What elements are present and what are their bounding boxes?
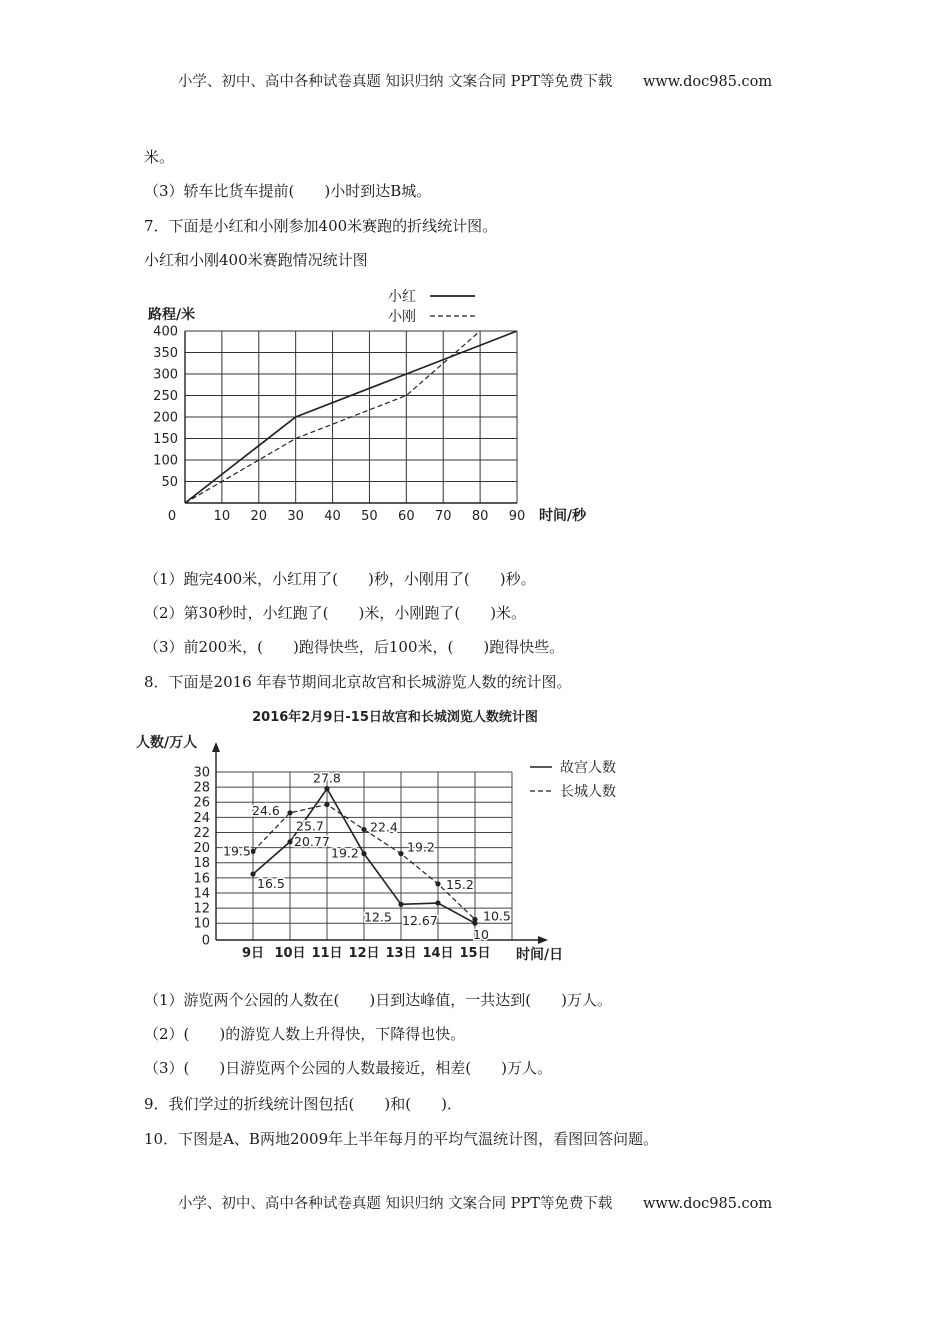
data-point — [361, 827, 366, 832]
y-tick-label: 30 — [193, 765, 210, 781]
data-point — [324, 802, 329, 807]
question-7-3: （3）前200米，( )跑得快些，后100米，( )跑得快些。 — [144, 638, 565, 656]
data-label: 10.5 — [483, 908, 511, 924]
x-tick-label: 11日 — [311, 946, 343, 961]
y-axis-label: 路程/米 — [148, 307, 196, 323]
data-point — [250, 871, 255, 876]
data-label: 19.2 — [407, 839, 435, 855]
y-tick-label: 0 — [201, 933, 210, 949]
footer-site[interactable]: www.doc985.com — [642, 1196, 773, 1212]
x-axis-arrow — [538, 936, 548, 944]
data-label: 19.2 — [331, 845, 359, 861]
x-tick-label: 30 — [287, 509, 304, 524]
x-tick-label: 40 — [324, 509, 341, 524]
x-tick-label: 15日 — [459, 946, 491, 961]
legend-label: 故宫人数 — [560, 760, 616, 776]
data-label: 24.6 — [252, 802, 280, 818]
x-axis-label: 时间/秒 — [539, 508, 587, 524]
data-point — [398, 902, 403, 907]
x-tick-label: 12日 — [348, 946, 380, 961]
race-line-chart — [130, 280, 630, 540]
chart-title: 2016年2月9日-15日故宫和长城浏览人数统计图 — [252, 710, 538, 725]
x-tick-label: 90 — [508, 509, 526, 524]
question-8-2: （2）( )的游览人数上升得快，下降得也快。 — [144, 1025, 466, 1043]
footer-text: 小学、初中、高中各种试卷真题 知识归纳 文案合同 PPT等免费下载 — [177, 1196, 613, 1212]
x-tick-label: 0 — [167, 509, 177, 524]
data-point — [435, 881, 440, 886]
y-tick-label: 50 — [161, 475, 178, 490]
data-point — [287, 810, 292, 815]
question-7: 7．下面是小红和小刚参加400米赛跑的折线统计图。 — [144, 217, 498, 235]
data-label: 10 — [473, 927, 489, 943]
data-point — [250, 849, 255, 854]
y-tick-label: 400 — [153, 324, 178, 340]
question-9: 9．我们学过的折线统计图包括( )和( )． — [144, 1095, 462, 1113]
y-tick-label: 26 — [193, 795, 210, 811]
y-tick-label: 10 — [193, 916, 210, 932]
data-point — [324, 786, 329, 791]
y-tick-label: 12 — [193, 901, 210, 917]
data-label: 19.5 — [223, 843, 251, 859]
data-point — [435, 900, 440, 905]
y-axis-label: 人数/万人 — [136, 735, 198, 751]
visitor-line-chart — [130, 700, 660, 975]
page-header — [0, 70, 950, 91]
question-10: 10．下图是A、B两地2009年上半年每月的平均气温统计图，看图回答问题。 — [144, 1130, 659, 1148]
data-label: 12.5 — [364, 909, 392, 925]
header-text: 小学、初中、高中各种试卷真题 知识归纳 文案合同 PPT等免费下载 — [177, 74, 613, 90]
data-label: 12.67 — [402, 913, 438, 929]
x-tick-label: 70 — [434, 509, 452, 524]
question-8-1: （1）游览两个公园的人数在( )日到达峰值，一共达到( )万人。 — [144, 991, 612, 1009]
x-tick-label: 10 — [213, 509, 231, 524]
data-point — [361, 851, 366, 856]
question-8: 8．下面是2016 年春节期间北京故宫和长城游览人数的统计图。 — [144, 673, 572, 691]
data-label: 15.2 — [446, 876, 474, 892]
legend-label: 长城人数 — [560, 784, 616, 800]
x-tick-label: 9日 — [241, 946, 265, 961]
y-tick-label: 18 — [193, 856, 210, 872]
y-tick-label: 28 — [193, 780, 210, 796]
page-footer — [0, 1192, 950, 1213]
question-6-3: （3）轿车比货车提前( )小时到达B城。 — [144, 182, 432, 200]
data-label: 27.8 — [313, 770, 341, 786]
x-tick-label: 14日 — [422, 946, 454, 961]
legend-label: 小红 — [388, 289, 416, 305]
y-tick-label: 150 — [153, 432, 178, 447]
y-tick-label: 22 — [193, 825, 210, 841]
x-tick-label: 50 — [361, 509, 378, 524]
data-point — [472, 917, 477, 922]
x-tick-label: 60 — [398, 509, 415, 524]
y-tick-label: 100 — [153, 453, 178, 469]
question-8-3: （3）( )日游览两个公园的人数最接近，相差( )万人。 — [144, 1059, 552, 1077]
x-tick-label: 13日 — [385, 946, 417, 961]
text-line-1: 米。 — [144, 148, 175, 166]
x-tick-label: 10日 — [274, 946, 306, 961]
y-tick-label: 24 — [193, 810, 210, 826]
legend-label: 小刚 — [388, 309, 416, 325]
data-point — [287, 839, 292, 844]
x-tick-label: 20 — [250, 509, 268, 524]
x-tick-label: 80 — [471, 509, 489, 524]
question-7-1: （1）跑完400米，小红用了( )秒，小刚用了( )秒。 — [144, 570, 536, 588]
y-tick-label: 20 — [193, 841, 210, 857]
data-label: 20.77 — [294, 833, 330, 849]
x-axis-label: 时间/日 — [516, 947, 564, 963]
y-tick-label: 250 — [153, 389, 178, 404]
data-point — [398, 851, 403, 856]
header-site[interactable]: www.doc985.com — [642, 74, 773, 90]
y-axis-arrow — [212, 742, 220, 752]
question-7-2: （2）第30秒时，小红跑了( )米，小刚跑了( )米。 — [144, 604, 527, 622]
y-tick-label: 200 — [153, 410, 178, 426]
y-tick-label: 300 — [153, 367, 178, 383]
y-tick-label: 14 — [193, 886, 210, 902]
chart-1-caption: 小红和小刚400米赛跑情况统计图 — [144, 251, 368, 269]
y-tick-label: 350 — [153, 346, 178, 361]
data-label: 25.7 — [296, 818, 324, 834]
data-label: 22.4 — [370, 819, 398, 835]
data-label: 16.5 — [257, 876, 285, 892]
y-tick-label: 16 — [193, 871, 210, 887]
